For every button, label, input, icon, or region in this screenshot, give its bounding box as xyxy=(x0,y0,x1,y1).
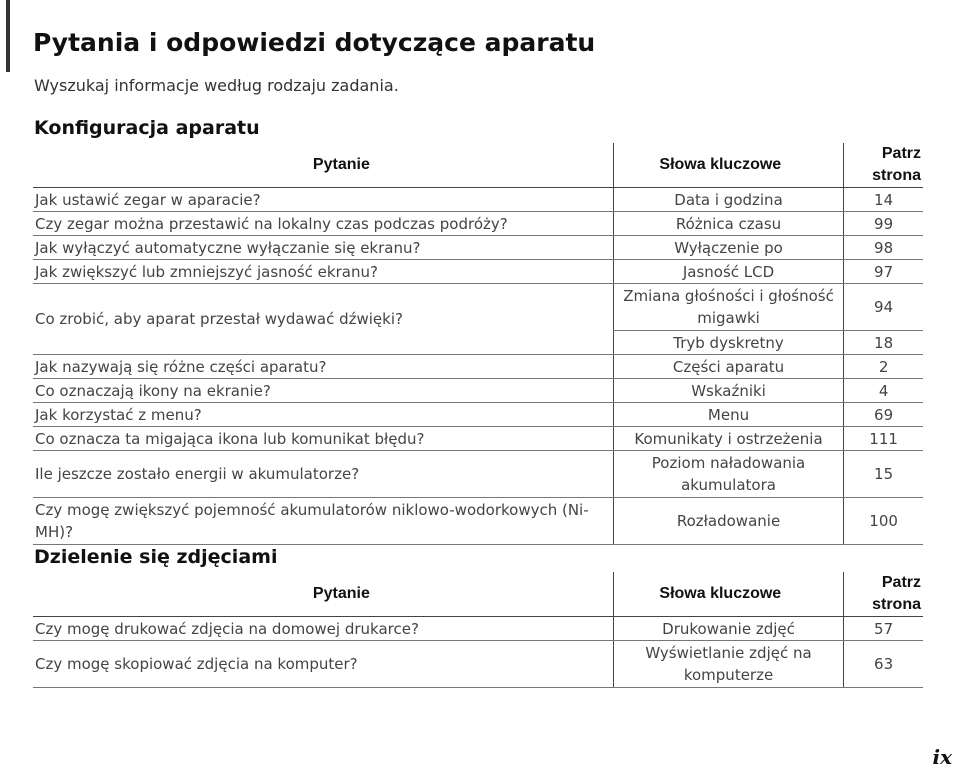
table-row xyxy=(33,427,923,451)
question-cell: Jak korzystać z menu? xyxy=(33,403,613,427)
page-cell: 14 xyxy=(844,188,923,212)
table-row xyxy=(33,403,923,427)
column-header-question: Pytanie xyxy=(33,572,613,617)
question-cell: Jak nazywają się różne części aparatu? xyxy=(33,355,613,379)
column-header-question: Pytanie xyxy=(33,143,613,188)
keyword-cell: Tryb dyskretny xyxy=(613,331,843,355)
keyword-cell: Wskaźniki xyxy=(613,379,843,403)
question-cell: Czy mogę drukować zdjęcia na domowej drukarce? xyxy=(33,617,613,641)
question-cell: Czy mogę skopiować zdjęcia na komputer? xyxy=(33,641,613,688)
keyword-cell: Różnica czasu xyxy=(613,212,843,236)
table-header-row xyxy=(33,143,923,188)
page-cell: 111 xyxy=(844,427,923,451)
page-cell: 63 xyxy=(844,641,923,688)
column-header-page: Patrz strona xyxy=(844,143,923,188)
keyword-cell: Data i godzina xyxy=(613,188,843,212)
keyword-cell: Menu xyxy=(613,403,843,427)
keyword-cell: Poziom naładowania akumulatora xyxy=(613,451,843,498)
table-row xyxy=(33,451,923,498)
question-cell: Co zrobić, aby aparat przestał wydawać dźwięki? xyxy=(33,284,613,355)
column-header-keywords: Słowa kluczowe xyxy=(613,143,843,188)
page-number: ix xyxy=(932,745,952,769)
page-cell: 15 xyxy=(844,451,923,498)
table-row xyxy=(33,641,923,688)
question-cell: Jak wyłączyć automatyczne wyłączanie się ekranu? xyxy=(33,236,613,260)
keyword-cell: Wyświetlanie zdjęć na komputerze xyxy=(613,641,843,688)
table-row xyxy=(33,355,923,379)
table-header-row xyxy=(33,572,923,617)
question-cell: Co oznaczają ikony na ekranie? xyxy=(33,379,613,403)
page-cell: 4 xyxy=(844,379,923,403)
table-row xyxy=(33,284,923,331)
keyword-cell: Części aparatu xyxy=(613,355,843,379)
sharing-photos-table xyxy=(33,572,923,688)
page-cell: 100 xyxy=(844,498,923,545)
page-corner-bar xyxy=(6,0,10,72)
table-row xyxy=(33,617,923,641)
page-cell: 98 xyxy=(844,236,923,260)
camera-setup-table xyxy=(33,143,923,545)
column-header-page: Patrz strona xyxy=(844,572,923,617)
page-cell: 97 xyxy=(844,260,923,284)
page-cell: 2 xyxy=(844,355,923,379)
table-row xyxy=(33,188,923,212)
table-row xyxy=(33,236,923,260)
column-header-keywords: Słowa kluczowe xyxy=(613,572,843,617)
question-cell: Jak zwiększyć lub zmniejszyć jasność ekranu? xyxy=(33,260,613,284)
section-heading-camera-setup: Konfiguracja aparatu xyxy=(34,117,260,139)
table-row xyxy=(33,212,923,236)
page-cell: 18 xyxy=(844,331,923,355)
keyword-cell: Rozładowanie xyxy=(613,498,843,545)
question-cell: Jak ustawić zegar w aparacie? xyxy=(33,188,613,212)
section-heading-sharing-photos: Dzielenie się zdjęciami xyxy=(34,546,278,568)
keyword-cell: Drukowanie zdjęć xyxy=(613,617,843,641)
keyword-cell: Wyłączenie po xyxy=(613,236,843,260)
question-cell: Ile jeszcze zostało energii w akumulatorze? xyxy=(33,451,613,498)
question-cell: Czy mogę zwiększyć pojemność akumulatorów niklowo-wodorkowych (Ni-MH)? xyxy=(33,498,613,545)
page-cell: 57 xyxy=(844,617,923,641)
question-cell: Czy zegar można przestawić na lokalny czas podczas podróży? xyxy=(33,212,613,236)
table-row xyxy=(33,379,923,403)
question-cell: Co oznacza ta migająca ikona lub komunikat błędu? xyxy=(33,427,613,451)
page-cell: 94 xyxy=(844,284,923,331)
page-title: Pytania i odpowiedzi dotyczące aparatu xyxy=(33,28,596,57)
page-cell: 69 xyxy=(844,403,923,427)
table-row xyxy=(33,498,923,545)
keyword-cell: Zmiana głośności i głośność migawki xyxy=(613,284,843,331)
keyword-cell: Komunikaty i ostrzeżenia xyxy=(613,427,843,451)
page-cell: 99 xyxy=(844,212,923,236)
keyword-cell: Jasność LCD xyxy=(613,260,843,284)
page-subtitle: Wyszukaj informacje według rodzaju zadania. xyxy=(34,76,399,95)
table-row xyxy=(33,260,923,284)
